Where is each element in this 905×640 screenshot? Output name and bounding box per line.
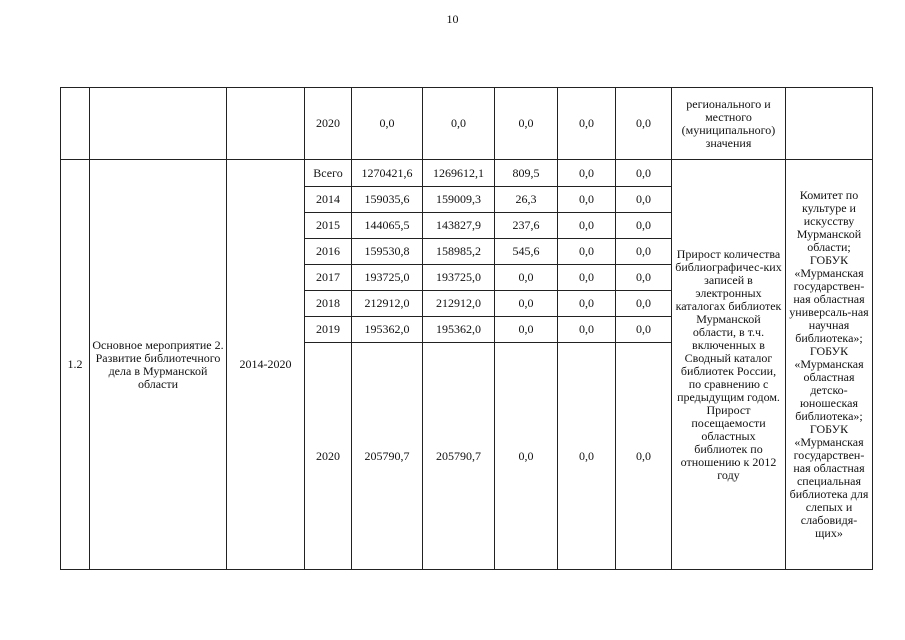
value-cell: 0,0 (495, 265, 558, 291)
cont-value-cell: 0,0 (495, 88, 558, 160)
value-cell: 0,0 (616, 187, 672, 213)
year-cell: 2016 (305, 239, 352, 265)
value-cell: 205790,7 (352, 343, 423, 570)
year-cell: 2020 (305, 343, 352, 570)
cont-value-cell: 0,0 (352, 88, 423, 160)
value-cell: 0,0 (616, 160, 672, 187)
value-cell: 26,3 (495, 187, 558, 213)
value-cell: 205790,7 (423, 343, 495, 570)
value-cell: 0,0 (495, 291, 558, 317)
value-cell: 159009,3 (423, 187, 495, 213)
value-cell: 212912,0 (352, 291, 423, 317)
continuation-row (61, 88, 873, 160)
value-cell: 195362,0 (423, 317, 495, 343)
year-cell: 2019 (305, 317, 352, 343)
value-cell: 0,0 (616, 213, 672, 239)
value-cell: 545,6 (495, 239, 558, 265)
cont-value-cell: 0,0 (558, 88, 616, 160)
cont-result-cell: регионального и местного (муниципального) значения (672, 88, 786, 160)
value-cell: 0,0 (558, 317, 616, 343)
activity-name-cell: Основное мероприятие 2. Развитие библиотечного дела в Мурманской области (90, 160, 227, 570)
page-number: 10 (446, 12, 459, 26)
value-cell: 0,0 (495, 343, 558, 570)
year-cell: 2018 (305, 291, 352, 317)
executor-cell: Комитет по культуре и искусству Мурманской области; ГОБУК «Мурманская государствен-ная областная универсаль-ная научная библиотека»; ГОБУК «Мурманская областная детско-юношеская библиотека»; ГОБУК «Мурманская государствен-ная областная специальная библиотека для слепых и слабовидя-щих» (786, 160, 873, 570)
value-cell: 0,0 (558, 265, 616, 291)
value-cell: 193725,0 (423, 265, 495, 291)
cont-year-cell: 2020 (305, 88, 352, 160)
value-cell: 0,0 (616, 317, 672, 343)
value-cell: 195362,0 (352, 317, 423, 343)
cont-name-cell (90, 88, 227, 160)
value-cell: 0,0 (558, 343, 616, 570)
year-cell: Всего (305, 160, 352, 187)
value-cell: 159530,8 (352, 239, 423, 265)
value-cell: 144065,5 (352, 213, 423, 239)
value-cell: 0,0 (558, 160, 616, 187)
value-cell: 193725,0 (352, 265, 423, 291)
value-cell: 237,6 (495, 213, 558, 239)
value-cell: 0,0 (495, 317, 558, 343)
activity-period-cell: 2014-2020 (227, 160, 305, 570)
cont-period-cell (227, 88, 305, 160)
cont-number-cell (61, 88, 90, 160)
value-cell: 0,0 (616, 291, 672, 317)
value-cell: 158985,2 (423, 239, 495, 265)
activity-number-cell: 1.2 (61, 160, 90, 570)
value-cell: 0,0 (616, 239, 672, 265)
year-cell: 2015 (305, 213, 352, 239)
cont-value-cell: 0,0 (616, 88, 672, 160)
value-cell: 212912,0 (423, 291, 495, 317)
value-cell: 0,0 (616, 343, 672, 570)
program-table (60, 87, 873, 570)
value-cell: 1270421,6 (352, 160, 423, 187)
value-cell: 1269612,1 (423, 160, 495, 187)
expected-result-cell: Прирост количества библиографичес-ких записей в электронных каталогах библиотек Мурманской области, в т.ч. включенных в Сводный каталог библиотек России, по сравнению с предыдущим годом. Прирост посещаемости областных библиотек по отношению к 2012 году (672, 160, 786, 570)
value-cell: 0,0 (558, 291, 616, 317)
cont-value-cell: 0,0 (423, 88, 495, 160)
year-cell: 2014 (305, 187, 352, 213)
value-cell: 159035,6 (352, 187, 423, 213)
cont-executor-cell (786, 88, 873, 160)
value-cell: 143827,9 (423, 213, 495, 239)
value-cell: 809,5 (495, 160, 558, 187)
finance-row-total (61, 160, 873, 187)
value-cell: 0,0 (558, 239, 616, 265)
value-cell: 0,0 (616, 265, 672, 291)
value-cell: 0,0 (558, 187, 616, 213)
value-cell: 0,0 (558, 213, 616, 239)
year-cell: 2017 (305, 265, 352, 291)
